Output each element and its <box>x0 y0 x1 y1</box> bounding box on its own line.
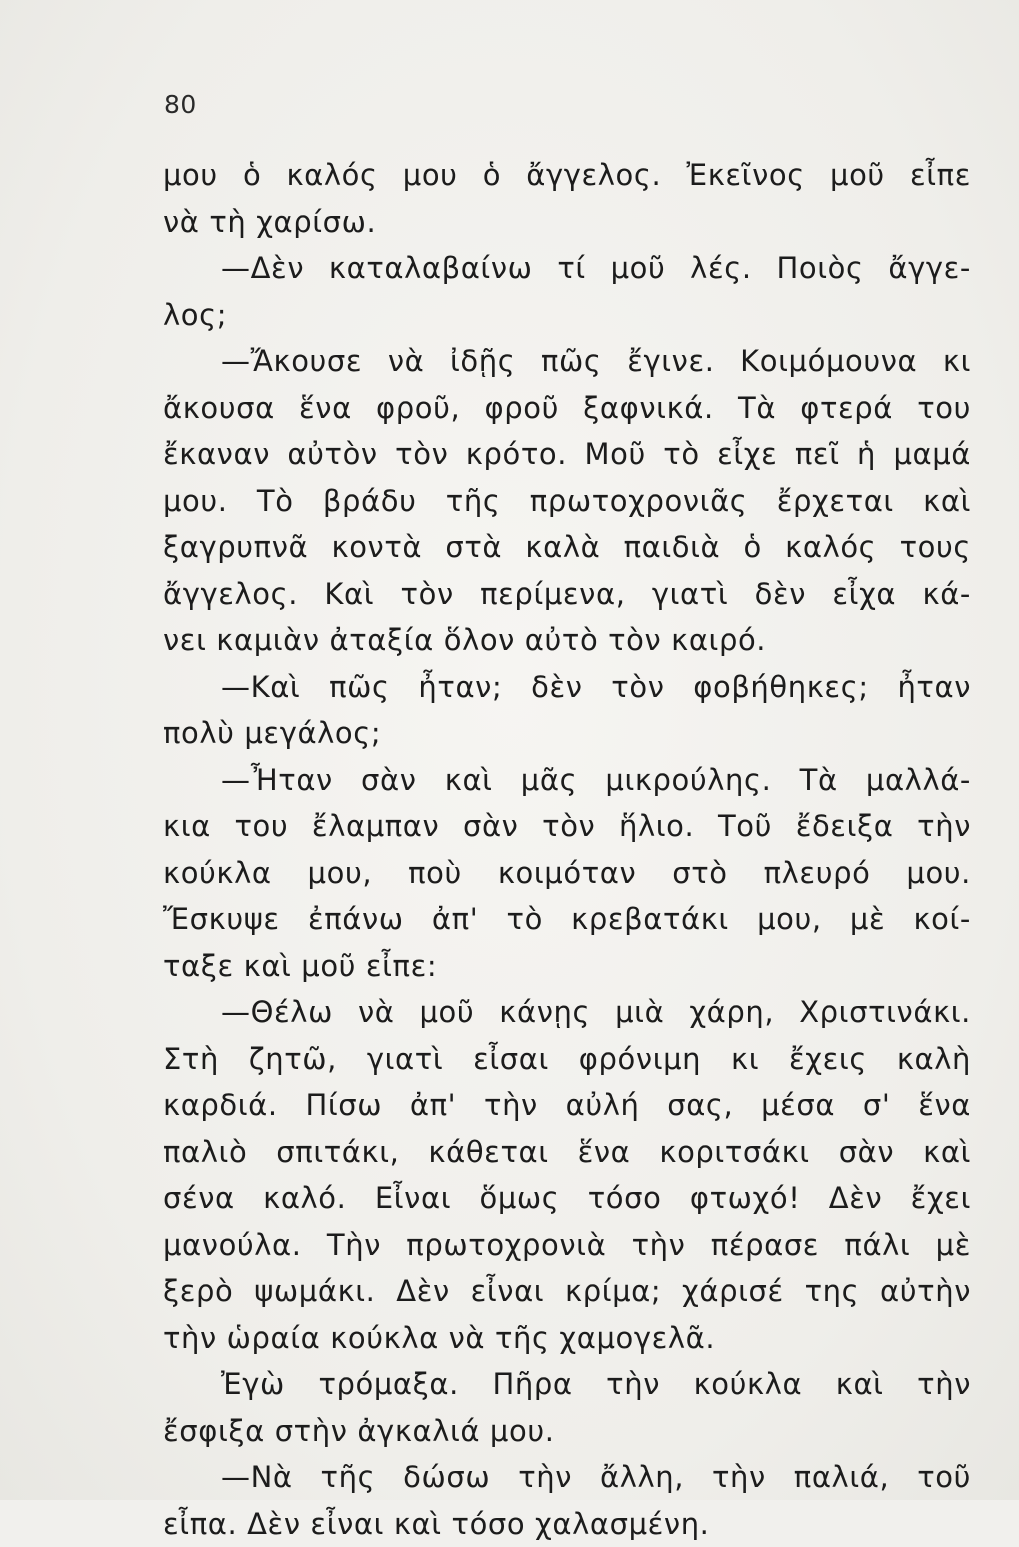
text-line: Στὴ ζητῶ, γιατὶ εἶσαι φρόνιμη κι ἔχεις καλὴ <box>163 1036 971 1083</box>
text-line: Ἔσκυψε ἐπάνω ἀπ' τὸ κρεβατάκι μου, μὲ κοί- <box>163 896 971 943</box>
text-line: —Θέλω νὰ μοῦ κάνῃς μιὰ χάρη, Χριστινάκι. <box>163 989 971 1036</box>
text-line: εἶπα. Δὲν εἶναι καὶ τόσο χαλασμένη. <box>163 1501 971 1547</box>
text-line: —Δὲν καταλαβαίνω τί μοῦ λές. Ποιὸς ἄγγε- <box>163 245 971 292</box>
text-line: νει καμιὰν ἀταξία ὅλον αὐτὸ τὸν καιρό. <box>163 617 971 664</box>
text-line: ξαγρυπνᾶ κοντὰ στὰ καλὰ παιδιὰ ὁ καλός τους <box>163 524 971 571</box>
text-line: ἄγγελος. Καὶ τὸν περίμενα, γιατὶ δὲν εἶχα κά- <box>163 571 971 618</box>
text-line: μου ὁ καλός μου ὁ ἄγγελος. Ἐκεῖνος μοῦ εἶπε <box>163 152 971 199</box>
page-number: 80 <box>164 90 197 119</box>
text-line: —Νὰ τῆς δώσω τὴν ἄλλη, τὴν παλιά, τοῦ <box>163 1454 971 1501</box>
text-line: μανούλα. Τὴν πρωτοχρονιὰ τὴν πέρασε πάλι μὲ <box>163 1222 971 1269</box>
text-line: πολὺ μεγάλος; <box>163 710 971 757</box>
text-line: σένα καλό. Εἶναι ὅμως τόσο φτωχό! Δὲν ἔχει <box>163 1175 971 1222</box>
text-line: τὴν ὡραία κούκλα νὰ τῆς χαμογελᾶ. <box>163 1315 971 1362</box>
text-line: ἔσφιξα στὴν ἀγκαλιά μου. <box>163 1408 971 1455</box>
text-line: ἄκουσα ἕνα φροῦ, φροῦ ξαφνικά. Τὰ φτερά του <box>163 385 971 432</box>
text-line: ἔκαναν αὐτὸν τὸν κρότο. Μοῦ τὸ εἶχε πεῖ ἡ μαμά <box>163 431 971 478</box>
body-text <box>163 152 971 1547</box>
text-line: κούκλα μου, ποὺ κοιμόταν στὸ πλευρό μου. <box>163 850 971 897</box>
text-line: παλιὸ σπιτάκι, κάθεται ἕνα κοριτσάκι σὰν καὶ <box>163 1129 971 1176</box>
text-line: ταξε καὶ μοῦ εἶπε: <box>163 943 971 990</box>
text-line: νὰ τὴ χαρίσω. <box>163 199 971 246</box>
text-line: καρδιά. Πίσω ἀπ' τὴν αὐλή σας, μέσα σ' ἕνα <box>163 1082 971 1129</box>
text-line: λος; <box>163 292 971 339</box>
text-line: μου. Τὸ βράδυ τῆς πρωτοχρονιᾶς ἔρχεται καὶ <box>163 478 971 525</box>
text-line: κια του ἔλαμπαν σὰν τὸν ἥλιο. Τοῦ ἔδειξα τὴν <box>163 803 971 850</box>
text-line: —Καὶ πῶς ἦταν; δὲν τὸν φοβήθηκες; ἦταν <box>163 664 971 711</box>
text-line: ξερὸ ψωμάκι. Δὲν εἶναι κρίμα; χάρισέ της αὐτὴν <box>163 1268 971 1315</box>
text-line: —Ἦταν σὰν καὶ μᾶς μικρούλης. Τὰ μαλλά- <box>163 757 971 804</box>
text-line: —Ἄκουσε νὰ ἰδῇς πῶς ἔγινε. Κοιμόμουνα κι <box>163 338 971 385</box>
text-line: Ἐγὼ τρόμαξα. Πῆρα τὴν κούκλα καὶ τὴν <box>163 1361 971 1408</box>
